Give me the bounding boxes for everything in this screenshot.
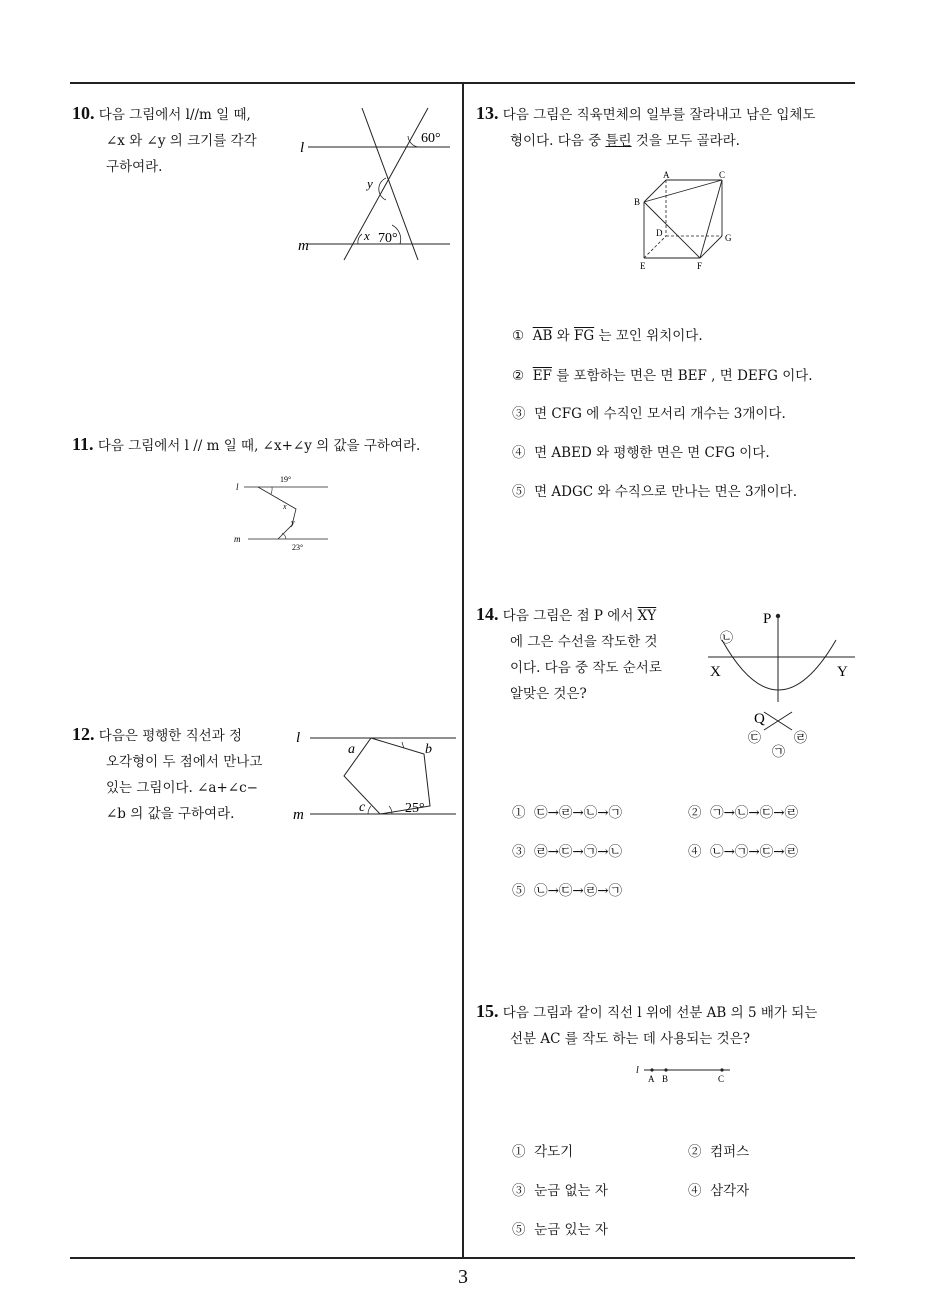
option-3[interactable]: ③ 눈금 없는 자 (512, 1183, 608, 1199)
label-l: l (636, 1065, 639, 1076)
question-14-text: 14. 다음 그림은 점 P 에서 $\overline{XY}$ 에 그은 수선을 작도한 것 이다. 다음 중 작도 순서로 알맞은 것은? (476, 604, 662, 702)
step-4: ㉣ (794, 730, 808, 745)
figure-segment-15 (632, 1060, 742, 1088)
vertex-C: C (719, 170, 726, 180)
center-divider (462, 83, 464, 1258)
option-5[interactable]: ⑤ 눈금 있는 자 (512, 1222, 608, 1238)
question-13-text: 13. 다음 그림은 직육면체의 일부를 잘라내고 남은 입체도 형이다. 다음 중 틀린 것을 모두 골라라. (476, 103, 816, 149)
option-3[interactable]: ③ 면 CFG 에 수직인 모서리 개수는 3개이다. (512, 406, 786, 422)
question-number: 12. (72, 724, 95, 744)
question-10-text: 10. 다음 그림에서 l//m 일 때, ∠x 와 ∠y 의 크기를 각각 구하여라. (72, 103, 257, 175)
label-B: B (662, 1074, 669, 1084)
vertex-B: B (634, 197, 641, 207)
label-A: A (648, 1074, 655, 1084)
option-1[interactable]: ① ㉢→㉣→㉡→㉠ (512, 805, 623, 821)
label-m: m (298, 238, 309, 254)
option-5[interactable]: ⑤ ㉡→㉢→㉣→㉠ (512, 883, 623, 899)
option-4[interactable]: ④ 면 ABED 와 평행한 면은 면 CFG 이다. (512, 445, 770, 461)
option-1[interactable]: ① 각도기 (512, 1144, 574, 1160)
figure-pentagon-12 (288, 726, 460, 826)
label-y: y (291, 518, 295, 527)
bottom-rule (70, 1257, 855, 1259)
question-12-text: 12. 다음은 평행한 직선과 정 오각형이 두 점에서 만나고 있는 그림이다. ∠a+∠c− ∠b 의 값을 구하여라. (72, 724, 263, 822)
label-Y: Y (837, 664, 848, 680)
label-60: 60° (421, 131, 441, 146)
option-4[interactable]: ④ 삼각자 (688, 1183, 750, 1199)
label-l: l (296, 730, 301, 746)
label-m: m (293, 807, 304, 823)
step-2: ㉡ (720, 630, 734, 645)
figure-zigzag-11 (228, 470, 338, 555)
question-number: 15. (476, 1001, 499, 1021)
vertex-E: E (640, 261, 646, 271)
vertex-A: A (663, 170, 670, 180)
label-x: x (283, 502, 287, 511)
label-C: C (718, 1074, 725, 1084)
option-5[interactable]: ⑤ 면 ADGC 와 수직으로 만나는 면은 3개이다. (512, 484, 797, 500)
option-2[interactable]: ② ㉠→㉡→㉢→㉣ (688, 805, 799, 821)
zigzag (258, 487, 296, 539)
vertex-F: F (697, 261, 703, 271)
label-l: l (236, 482, 239, 492)
label-19: 19° (280, 475, 292, 484)
label-a: a (348, 742, 355, 757)
question-15-text: 15. 다음 그림과 같이 직선 l 위에 선분 AB 의 5 배가 되는 선분 AC 를 작도 하는 데 사용되는 것은? (476, 1001, 818, 1047)
vertex-G: G (725, 233, 732, 243)
label-b: b (425, 742, 432, 757)
question-number: 14. (476, 604, 499, 624)
option-2[interactable]: ② 컴퍼스 (688, 1144, 750, 1160)
question-11-text: 11. 다음 그림에서 l // m 일 때, ∠x+∠y 의 값을 구하여라. (72, 434, 421, 454)
question-number: 10. (72, 103, 95, 123)
option-1[interactable]: ① $\overline{AB}$ 와 $\overline{FG}$ 는 꼬인 위치이다. (512, 328, 703, 344)
figure-perpendicular-14 (700, 600, 860, 790)
label-m: m (234, 534, 241, 544)
label-y: y (367, 176, 373, 191)
label-x: x (364, 228, 370, 243)
step-1: ㉠ (772, 744, 786, 759)
option-2[interactable]: ② $\overline{EF}$ 를 포함하는 면은 면 BEF , 면 DEFG 이다. (512, 368, 813, 384)
label-25: 25° (405, 801, 425, 816)
page-number: 3 (458, 1266, 468, 1288)
step-3: ㉢ (748, 730, 762, 745)
option-3[interactable]: ③ ㉣→㉢→㉠→㉡ (512, 844, 623, 860)
option-4[interactable]: ④ ㉡→㉠→㉢→㉣ (688, 844, 799, 860)
label-c: c (359, 800, 366, 815)
question-number: 11. (72, 434, 94, 454)
label-70: 70° (378, 231, 398, 246)
label-23: 23° (292, 543, 304, 552)
label-Q: Q (754, 711, 765, 727)
label-l: l (300, 140, 305, 156)
figure-solid-13 (630, 170, 745, 275)
question-number: 13. (476, 103, 499, 123)
vertex-D: D (656, 228, 663, 238)
label-X: X (710, 664, 721, 680)
underlined-word: 틀린 (605, 133, 632, 149)
label-P: P (763, 611, 772, 627)
arc-from-P (722, 640, 836, 690)
figure-parallel-lines-10 (290, 100, 460, 270)
